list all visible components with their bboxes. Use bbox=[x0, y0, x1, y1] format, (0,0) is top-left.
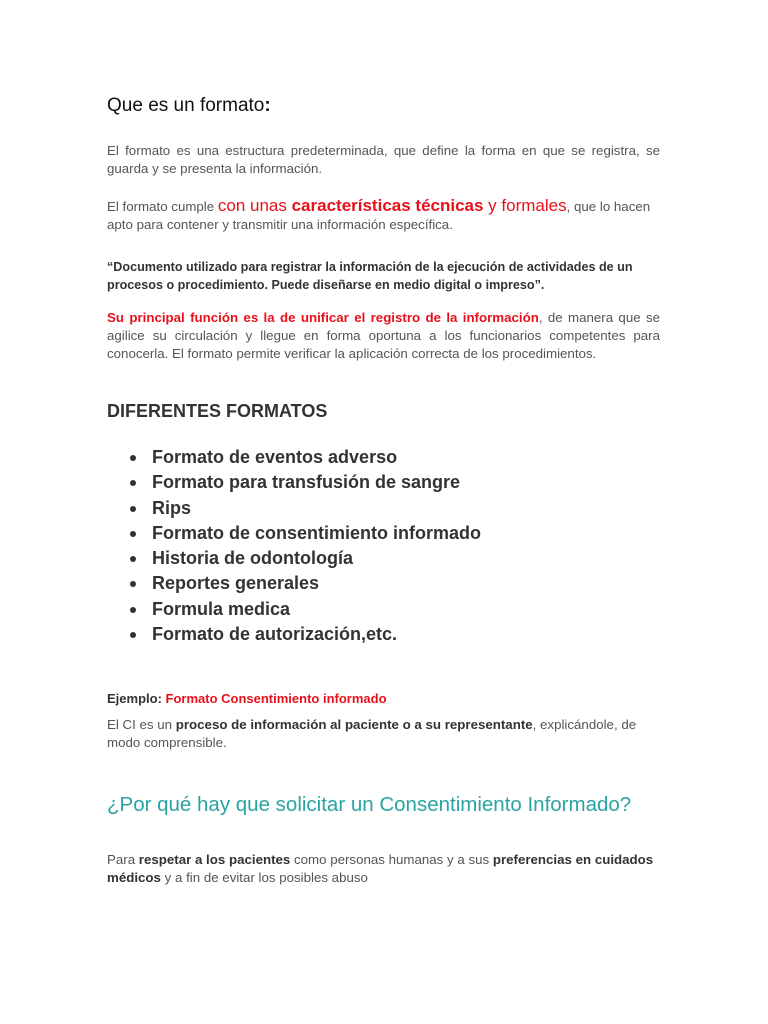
list-item bbox=[127, 496, 481, 521]
list-item-label: Formula medica bbox=[152, 598, 291, 619]
list-item bbox=[127, 521, 481, 546]
function-paragraph: Su principal función es la de unificar el registro de la información, de manera que se agilice su circulación y llegue en forma oportuna a los funcionarios competentes para conocerla. El formato permite verificar la aplicación correcta de los procedimientos. bbox=[107, 310, 660, 361]
list-item-label: Formato de consentimiento informado bbox=[152, 522, 482, 543]
list-item bbox=[127, 597, 481, 622]
bullet-icon bbox=[130, 632, 136, 638]
bullet-icon bbox=[130, 556, 136, 562]
list-item bbox=[127, 622, 481, 647]
ci-paragraph: El CI es un proceso de información al paciente o a su representante, explicándole, de modo comprensible. bbox=[107, 717, 637, 750]
list-item bbox=[127, 445, 481, 470]
bullet-icon bbox=[130, 607, 136, 613]
question-heading: ¿Por qué hay que solicitar un Consentimiento Informado? bbox=[107, 793, 632, 816]
list-item-label: Historia de odontología bbox=[152, 548, 353, 569]
bullet-icon bbox=[130, 506, 136, 512]
list-item bbox=[127, 571, 481, 596]
respect-paragraph: Para respetar a los pacientes como personas humanas y a sus preferencias en cuidados médicos y a fin de evitar los posibles abuso bbox=[107, 852, 654, 885]
list-item-label: Formato de eventos adverso bbox=[152, 447, 398, 467]
quote-paragraph: “Documento utilizado para registrar la información de la ejecución de actividades de un procesos o procedimiento. Puede diseñarse en medio digital o impreso”. bbox=[107, 260, 633, 292]
page-title: Que es un formato: bbox=[107, 95, 271, 116]
list-item-label: Formato para transfusión de sangre bbox=[152, 472, 461, 493]
formats-heading: DIFERENTES FORMATOS bbox=[107, 401, 328, 421]
list-item-label: Rips bbox=[152, 497, 192, 518]
list-item-label: Reportes generales bbox=[152, 573, 320, 594]
bullet-icon bbox=[130, 531, 136, 537]
bullet-icon bbox=[130, 480, 136, 486]
definition-paragraph: El formato es una estructura predeterminada, que define la forma en que se registra, se guarda y se presenta la información. bbox=[107, 143, 660, 176]
formats-list bbox=[127, 445, 481, 647]
list-item-label: Formato de autorización,etc. bbox=[152, 624, 398, 645]
characteristics-paragraph: El formato cumple con unas características técnicas y formales, que lo hacen apto para contener y transmitir una información específica. bbox=[107, 196, 651, 232]
bullet-icon bbox=[130, 455, 136, 461]
list-item bbox=[127, 470, 481, 495]
example-line: Ejemplo: Formato Consentimiento informado bbox=[107, 691, 387, 706]
bullet-icon bbox=[130, 581, 136, 587]
list-item bbox=[127, 546, 481, 571]
